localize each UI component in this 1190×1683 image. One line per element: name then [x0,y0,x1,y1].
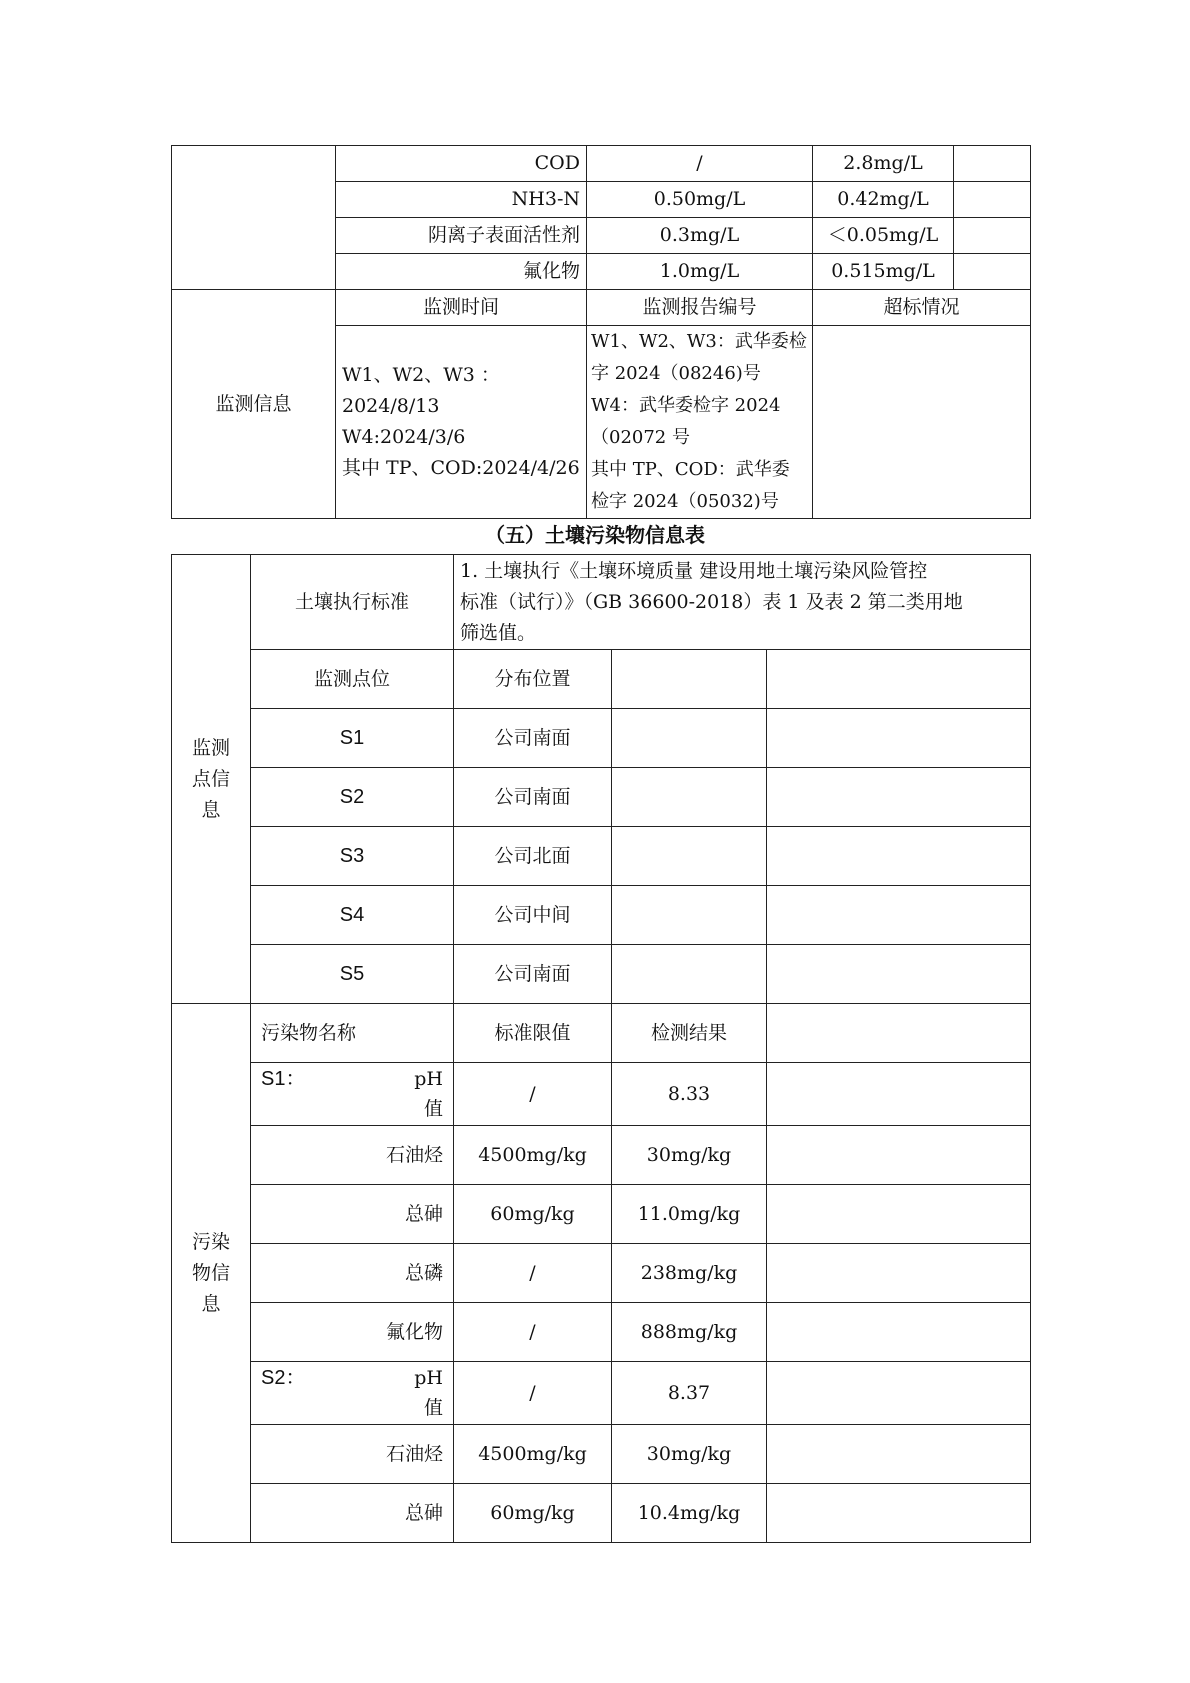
empty-cell [767,650,1031,709]
pollutant-name: 总砷 [251,1185,454,1244]
result-value: ＜0.05mg/L [813,218,954,254]
standard-value: 4500mg/kg [454,1425,612,1484]
empty-cell [767,945,1031,1004]
monitor-info-header-row [172,290,1031,326]
pollutant-name: 氟化物 [336,254,587,290]
standard-label: 土壤执行标准 [251,555,454,650]
table-row [172,1126,1031,1185]
empty-cell [767,886,1031,945]
pollutant-name: 总磷 [251,1244,454,1303]
result-value: 238mg/kg [612,1244,767,1303]
empty-cell [612,709,767,768]
exceed-status [954,182,1031,218]
standard-text-line: 标准（试行）》（GB 36600-2018）表 1 及表 2 第二类用地 [460,590,963,613]
standard-value: 4500mg/kg [454,1126,612,1185]
monitor-time-line: W1、W2、W3 ：2024/8/13 [342,364,500,417]
report-line: 字 2024（08246)号 [591,363,761,384]
standard-value: 0.3mg/L [587,218,813,254]
standard-value: 0.50mg/L [587,182,813,218]
pollutant-name-top: pH [414,1068,443,1090]
empty-cell [767,1484,1031,1543]
empty-cell [767,709,1031,768]
pollutant-header-row [172,1004,1031,1063]
empty-cell [767,1185,1031,1244]
sample-prefix: S1： [261,1068,306,1090]
result-value: 11.0mg/kg [612,1185,767,1244]
table-row [172,1362,1031,1425]
monitor-info-label: 监测信息 [172,290,336,519]
empty-cell [767,1425,1031,1484]
table-row [172,1185,1031,1244]
result-value: 10.4mg/kg [612,1484,767,1543]
standard-text [454,555,1031,650]
pollutant-name [251,1362,454,1425]
table-row [172,1484,1031,1543]
monitor-time-cell [336,326,587,519]
standard-value: / [454,1244,612,1303]
pollutant-name: 阴离子表面活性剂 [336,218,587,254]
point-id: S3 [251,827,454,886]
pollutant-name-header: 污染物名称 [251,1004,454,1063]
empty-cell [767,1362,1031,1425]
point-location: 公司南面 [454,709,612,768]
report-line: W4：武华委检字 2024 [591,395,781,416]
result-value: 30mg/kg [612,1126,767,1185]
pollutant-group-label [172,1004,251,1543]
point-location: 公司中间 [454,886,612,945]
empty-cell [767,827,1031,886]
monitor-time-line: W4:2024/3/6 [342,426,466,448]
monitor-time-header: 监测时间 [336,290,587,326]
exceed-status [954,218,1031,254]
result-value: 2.8mg/L [813,146,954,182]
point-id: S1 [251,709,454,768]
pollutant-name [251,1063,454,1126]
monitor-time-line: 其中 TP、COD:2024/4/26 [342,457,580,479]
point-id: S4 [251,886,454,945]
report-number-header: 监测报告编号 [587,290,813,326]
soil-pollutant-table [171,554,1031,1543]
point-location: 公司北面 [454,827,612,886]
standard-row [172,555,1031,650]
report-line: （02072 号 [591,427,690,448]
exceed-cell [813,326,1031,519]
result-value: 8.33 [612,1063,767,1126]
empty-cell [612,886,767,945]
monitor-point-group-label [172,555,251,1004]
point-location: 公司南面 [454,945,612,1004]
point-id: S2 [251,768,454,827]
standard-value: / [454,1303,612,1362]
empty-cell [767,1004,1031,1063]
pollutant-name-bottom: 值 [423,1098,443,1120]
water-monitoring-table [171,145,1031,519]
standard-value: 60mg/kg [454,1185,612,1244]
result-value: 0.515mg/L [813,254,954,290]
group-label-line: 监测 [191,736,230,759]
pollutant-name: 氟化物 [251,1303,454,1362]
location-header: 分布位置 [454,650,612,709]
table-row [172,945,1031,1004]
standard-value: / [454,1063,612,1126]
empty-cell [612,945,767,1004]
point-id: S5 [251,945,454,1004]
empty-cell [612,827,767,886]
table-row [172,709,1031,768]
standard-value: 60mg/kg [454,1484,612,1543]
standard-value: 1.0mg/L [587,254,813,290]
group-label-line: 息 [201,798,221,821]
report-line: 检字 2024（05032)号 [591,491,779,512]
result-value: 30mg/kg [612,1425,767,1484]
result-value: 888mg/kg [612,1303,767,1362]
empty-cell [767,1303,1031,1362]
table-row [172,827,1031,886]
table-row [172,1303,1031,1362]
standard-text-line: 筛选值。 [460,621,537,644]
table-row [172,1425,1031,1484]
group-label-line: 点信 [191,767,230,790]
empty-cell [767,1244,1031,1303]
empty-cell [612,768,767,827]
point-header: 监测点位 [251,650,454,709]
pollutant-name: 石油烃 [251,1425,454,1484]
pollutant-name-top: pH [414,1367,443,1389]
report-number-cell [587,326,813,519]
pollutant-name: 总砷 [251,1484,454,1543]
pollutant-name: 石油烃 [251,1126,454,1185]
exceed-status [954,254,1031,290]
empty-cell [767,1126,1031,1185]
pollutant-name: COD [336,146,587,182]
group-label-line: 物信 [191,1261,230,1284]
result-value: 0.42mg/L [813,182,954,218]
table-row [172,1244,1031,1303]
standard-header: 标准限值 [454,1004,612,1063]
group-label-line: 息 [201,1292,221,1315]
table-row [172,886,1031,945]
empty-cell [612,650,767,709]
standard-value: / [454,1362,612,1425]
table-row [172,1063,1031,1126]
exceed-header: 超标情况 [813,290,1031,326]
exceed-status [954,146,1031,182]
result-header: 检测结果 [612,1004,767,1063]
group-label-line: 污染 [191,1230,230,1253]
empty-cell [767,768,1031,827]
report-line: W1、W2、W3：武华委检 [591,331,807,352]
point-location: 公司南面 [454,768,612,827]
pollutant-name-bottom: 值 [423,1397,443,1419]
report-line: 其中 TP、COD：武华委 [591,459,790,480]
empty-group-cell [172,146,336,290]
section-title: （五）土壤污染物信息表 [485,523,705,547]
result-value: 8.37 [612,1362,767,1425]
sample-prefix: S2： [261,1367,306,1389]
standard-text-line: 1. 土壤执行《土壤环境质量 建设用地土壤污染风险管控 [460,559,928,582]
table-row [172,146,1031,182]
pollutant-name: NH3-N [336,182,587,218]
points-header-row [172,650,1031,709]
empty-cell [767,1063,1031,1126]
table-row [172,768,1031,827]
standard-value: / [587,146,813,182]
